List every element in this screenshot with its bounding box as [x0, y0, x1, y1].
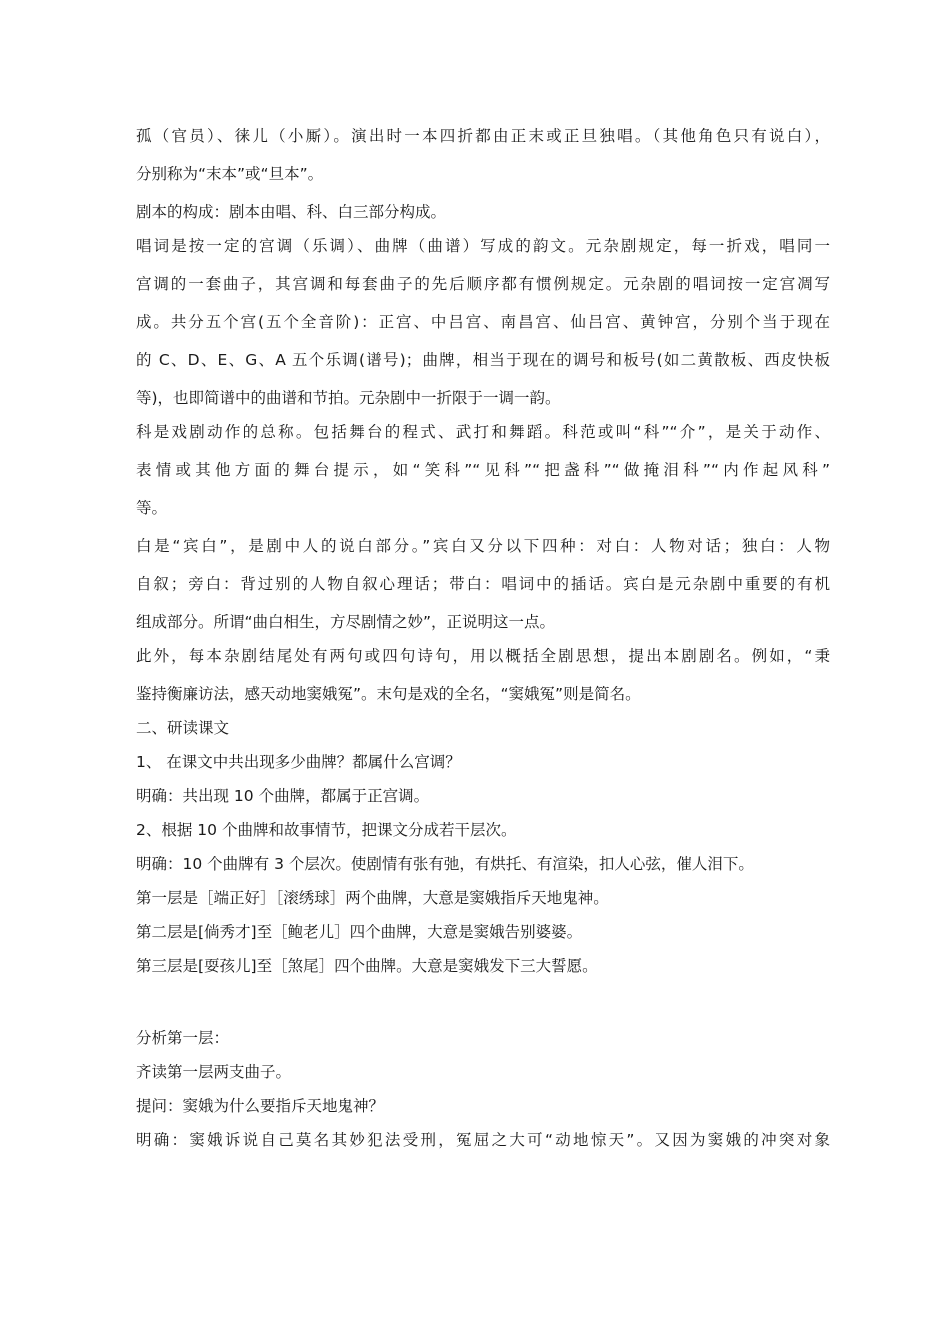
text-line: 明确：窦娥诉说自己莫名其妙犯法受刑，冤屈之大可“动地惊天”。又因为窦娥的冲突对象 — [136, 1131, 830, 1149]
text-line: 1、 在课文中共出现多少曲牌？都属什么宫调？ — [136, 753, 461, 771]
text-line: 白是“宾白”，是剧中人的说白部分。”宾白又分以下四种：对白：人物对话；独白：人物 — [136, 537, 830, 555]
text-line: 明确：10 个曲牌有 3 个层次。使剧情有张有弛，有烘托、有渲染，扣人心弦，催人泪下。 — [136, 855, 754, 873]
text-line: 齐读第一层两支曲子。 — [136, 1063, 292, 1081]
text-line: 唱词是按一定的宫调（乐调）、曲牌（曲谱）写成的韵文。元杂剧规定，每一折戏，唱同一 — [136, 237, 830, 255]
text-line: 明确：共出现 10 个曲牌，都属于正宫调。 — [136, 787, 430, 805]
text-line: 分析第一层： — [136, 1029, 230, 1047]
text-line: 孤（官员）、徕儿（小厮）。演出时一本四折都由正末或正旦独唱。（其他角色只有说白）， — [136, 127, 830, 145]
text-line: 第一层是［端正好］［滚绣球］两个曲牌，大意是窦娥指斥天地鬼神。 — [136, 889, 609, 907]
text-line: 等。 — [136, 499, 168, 517]
text-line: 第二层是[倘秀才]至［鲍老儿］四个曲牌，大意是窦娥告别婆婆。 — [136, 923, 583, 941]
text-line: 2、根据 10 个曲牌和故事情节，把课文分成若干层次。 — [136, 821, 517, 839]
text-line: 表情或其他方面的舞台提示，如“笑科”“见科”“把盏科”“做掩泪科”“内作起风科” — [136, 461, 830, 479]
text-line: 组成部分。所谓“曲白相生，方尽剧情之妙”，正说明这一点。 — [136, 613, 556, 631]
text-line: 等)，也即简谱中的曲谱和节拍。元杂剧中一折限于一调一韵。 — [136, 389, 561, 407]
text-line: 宫调的一套曲子，其宫调和每套曲子的先后顺序都有惯例规定。元杂剧的唱词按一定宫凋写 — [136, 275, 830, 293]
text-line: 自叙；旁白：背过别的人物自叙心理话；带白：唱词中的插话。宾白是元杂剧中重要的有机 — [136, 575, 830, 593]
text-line: 鉴持衡廉访法，感天动地窦娥冤”。末句是戏的全名，“窦娥冤”则是简名。 — [136, 685, 641, 703]
text-line: 提问：窦娥为什么要指斥天地鬼神？ — [136, 1097, 385, 1115]
text-line: 第三层是[耍孩儿]至［煞尾］四个曲牌。大意是窦娥发下三大誓愿。 — [136, 957, 598, 975]
text-line: 科是戏剧动作的总称。包括舞台的程式、武打和舞蹈。科范或叫“科”“介”，是关于动作、 — [136, 423, 830, 441]
document-body — [136, 122, 830, 1164]
blank-line — [136, 986, 830, 1024]
text-line: 分别称为“末本”或“旦本”。 — [136, 165, 324, 183]
text-line: 此外，每本杂剧结尾处有两句或四句诗句，用以概括全剧思想，提出本剧剧名。例如，“秉 — [136, 647, 830, 665]
text-line: 剧本的构成：剧本由唱、科、白三部分构成。 — [136, 203, 447, 221]
section-heading: 二、研读课文 — [136, 719, 230, 737]
text-line: 成。共分五个宫(五个全音阶)：正宫、中吕宫、南昌宫、仙吕宫、黄钟宫，分别个当于现在 — [136, 313, 830, 331]
text-line: 的 C、D、E、G、A 五个乐调(谱号)；曲牌，相当于现在的调号和板号(如二黄散板、西皮快板 — [136, 351, 830, 369]
